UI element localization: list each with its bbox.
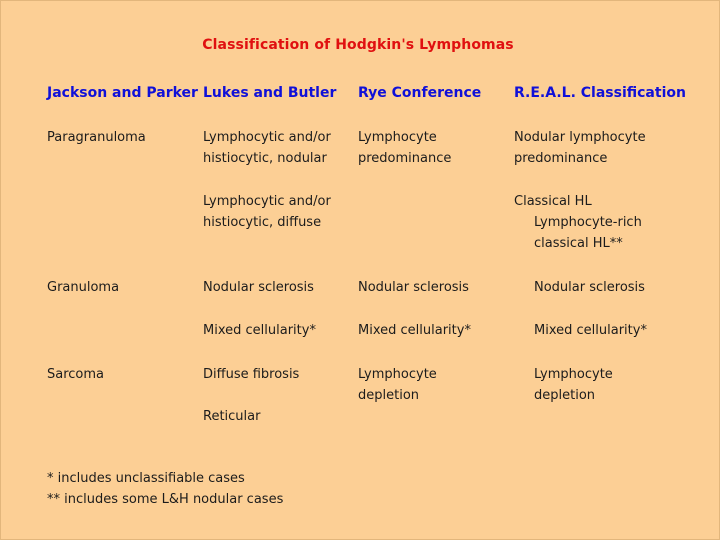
- footnote-single-asterisk: * includes unclassifiable cases: [47, 471, 245, 486]
- column-header-lukes-butler: Lukes and Butler: [203, 85, 337, 101]
- cell-line: Lymphocyte: [534, 367, 613, 382]
- column-header-rye-conference: Rye Conference: [358, 85, 482, 101]
- cell-line: classical HL**: [534, 236, 623, 251]
- cell-line: predominance: [358, 151, 452, 166]
- cell-line: histiocytic, nodular: [203, 151, 327, 166]
- cell-line: Lymphocyte: [358, 367, 437, 382]
- column-header-real: R.E.A.L. Classification: [514, 85, 686, 101]
- cell-line: depletion: [358, 388, 420, 403]
- cell-line: histiocytic, diffuse: [203, 215, 322, 230]
- cell-lukes-diffuse-fibrosis: Diffuse fibrosis: [203, 367, 300, 382]
- cell-lukes-mixed-cellularity: Mixed cellularity*: [203, 323, 316, 338]
- cell-line: Lymphocytic and/or: [203, 130, 331, 145]
- cell-lukes-nodular: [203, 127, 331, 169]
- cell-line: Nodular lymphocyte: [514, 130, 646, 145]
- cell-rye-mixed-cellularity: Mixed cellularity*: [358, 323, 471, 338]
- cell-lukes-diffuse: [203, 191, 331, 233]
- cell-sarcoma: Sarcoma: [47, 367, 105, 382]
- slide-title: Classification of Hodgkin's Lymphomas: [202, 37, 514, 53]
- cell-real-lymphocyte-depletion: [534, 364, 613, 406]
- cell-real-classical-hl: [514, 191, 642, 254]
- cell-real-mixed-cellularity: Mixed cellularity*: [534, 323, 647, 338]
- cell-real-nodular-sclerosis: Nodular sclerosis: [534, 280, 645, 295]
- column-header-jackson-parker: Jackson and Parker: [47, 85, 198, 101]
- cell-rye-lymphocyte-predominance: [358, 127, 451, 169]
- cell-granuloma: Granuloma: [47, 280, 120, 295]
- cell-line: depletion: [534, 388, 596, 403]
- cell-real-nodular-lymphocyte: [514, 127, 646, 169]
- cell-line: predominance: [514, 151, 608, 166]
- cell-line: Lymphocytic and/or: [203, 194, 331, 209]
- cell-paragranuloma: Paragranuloma: [47, 130, 146, 145]
- cell-lukes-nodular-sclerosis: Nodular sclerosis: [203, 280, 314, 295]
- cell-line: Classical HL: [514, 194, 592, 209]
- cell-rye-nodular-sclerosis: Nodular sclerosis: [358, 280, 469, 295]
- cell-rye-lymphocyte-depletion: [358, 364, 437, 406]
- footnote-double-asterisk: ** includes some L&H nodular cases: [47, 492, 284, 507]
- cell-line: Lymphocyte-rich: [534, 215, 642, 230]
- cell-line: Lymphocyte: [358, 130, 437, 145]
- cell-lukes-reticular: Reticular: [203, 409, 261, 424]
